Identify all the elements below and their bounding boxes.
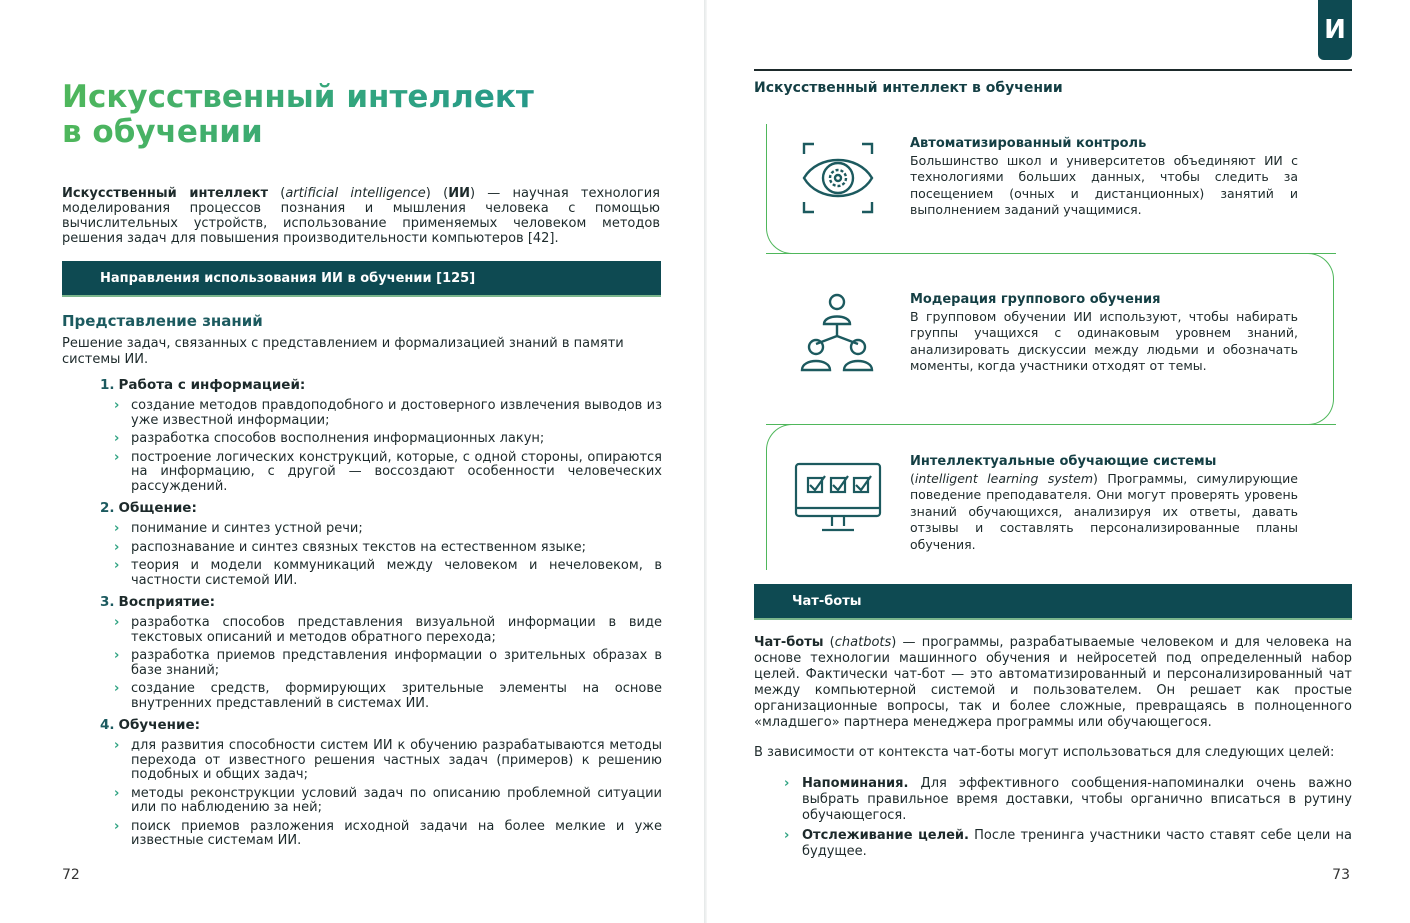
group-hierarchy-icon: [796, 292, 878, 374]
list-item-text: разработка способов представления визуальной информации в виде текстовых описаний и методов обратного перехода;: [131, 615, 662, 645]
outline-section-title: [100, 594, 662, 616]
list-item: [784, 828, 1352, 860]
intro-open-paren: (: [268, 186, 286, 201]
chevron-right-icon: ›: [114, 558, 120, 573]
chatbots-lead: В зависимости от контекста чат-боты могут использоваться для следующих целей:: [754, 745, 1335, 760]
outline-section-number: 2.: [100, 500, 115, 516]
chevron-right-icon: ›: [114, 431, 120, 446]
list-item: [100, 559, 662, 588]
card-group-moderation: [910, 292, 1298, 375]
intro-abbr: ИИ: [448, 186, 470, 201]
header-rule: [754, 69, 1352, 71]
chevron-right-icon: ›: [114, 738, 120, 753]
list-item-text: методы реконструкции условий задач по описанию проблемной ситуации или по наблюдению за ней;: [131, 785, 662, 815]
title-line-2: в обучении: [62, 114, 263, 150]
chevron-right-icon: ›: [114, 648, 120, 663]
chatbots-term-en: chatbots: [834, 635, 892, 650]
list-item-term: Напоминания.: [802, 776, 909, 791]
chatbots-intro: [754, 635, 1352, 731]
outline-section-number: 3.: [100, 594, 115, 610]
chevron-right-icon: ›: [114, 539, 120, 555]
running-head: Искусственный интеллект в обучении: [754, 80, 1063, 96]
page-title: [62, 80, 662, 150]
section-bar-title: Направления использования ИИ в обучении [125]: [100, 270, 476, 286]
list-item-text: разработка способов восполнения информационных лакун;: [131, 431, 545, 446]
intro-term: Искусственный интеллект: [62, 186, 269, 201]
outline-section-label: Обучение:: [118, 717, 200, 733]
list-item: [100, 649, 662, 678]
card-3-title: Интеллектуальные обучающие системы: [910, 454, 1217, 469]
numbered-outline: [100, 377, 662, 855]
outline-section-number: 1.: [100, 377, 115, 393]
outline-section-title: [100, 500, 662, 522]
card-2-title: Модерация группового обучения: [910, 292, 1161, 307]
list-item: [100, 541, 662, 556]
chevron-right-icon: ›: [114, 521, 120, 536]
chatbots-open-paren: (: [823, 635, 835, 650]
list-item-text: После тренинга участники часто ставят себе цели на будущее.: [802, 828, 1352, 859]
card-intelligent-systems: [910, 454, 1298, 553]
section-spacer: [100, 853, 662, 855]
lead-paragraph: Решение задач, связанных с представлением и формализацией знаний в памяти системы ИИ.: [62, 336, 624, 367]
list-item: [100, 682, 662, 711]
chapter-tab: И: [1318, 0, 1352, 60]
list-item-term: Отслеживание целей.: [802, 828, 969, 843]
card-2-text: В групповом обучении ИИ используют, чтобы набирать группы учащихся с одинаковым уровнем знаний, анализировать дискуссии между людьми и обозначать моменты, когда участники отходят от темы.: [910, 308, 1298, 373]
outline-section-label: Работа с информацией:: [118, 377, 306, 393]
intro-rest: ) — научная технология моделирования процессов познания и мышления человека с помощью вычислительных устройств, использование применяемых человеком методов решения задач для повышения производительности компьютеров [42].: [62, 186, 660, 246]
eye-scan-icon: [800, 140, 876, 216]
chatbots-intro-rest: ) — программы, разрабатываемые человеком и для человека на основе технологии машинного обучения и нейросетей под определенный набор целей. Фактически чат-бот — это автоматизированный и персонализированный чат между компьютерной системой и пользователем. Он решает как простые организационные вопросы, так и более сложные, превращаясь в полноценного «младшего» партнера менеджера программы или обучающегося.: [754, 635, 1352, 730]
chatbots-term: Чат-боты: [754, 635, 824, 650]
card-3-text-en: intelligent learning system: [914, 470, 1094, 486]
intro-paragraph: [62, 186, 660, 246]
monitor-checklist-icon: [792, 460, 884, 536]
list-item-text: создание методов правдоподобного и достоверного извлечения выводов из уже известной информации;: [131, 398, 662, 428]
chatbots-bar-title: Чат-боты: [792, 593, 862, 609]
list-item-text: для развития способности систем ИИ к обучению разрабатываются методы перехода от известного решения частных задач (примеров) к решению подобных и общих задач;: [131, 738, 662, 782]
right-page: [708, 0, 1410, 923]
list-item-text: теория и модели коммуникаций между человеком и нечеловеком, в частности системой ИИ.: [131, 558, 662, 588]
chevron-right-icon: ›: [114, 449, 120, 465]
list-item-text: поиск приемов разложения исходной задачи на более мелкие и уже известные системам ИИ.: [131, 818, 662, 848]
chevron-right-icon: ›: [114, 615, 120, 630]
page-number-left: 72: [62, 867, 80, 883]
subheading: Представление знаний: [62, 312, 263, 330]
list-item: [100, 820, 662, 849]
list-item: [100, 522, 662, 537]
list-item: [784, 776, 1352, 824]
card-1-title: Автоматизированный контроль: [910, 136, 1147, 151]
chevron-right-icon: ›: [114, 818, 120, 834]
outline-section-number: 4.: [100, 717, 115, 733]
outline-section-title: [100, 377, 662, 399]
chevron-right-icon: ›: [114, 398, 120, 413]
card-1-text: Большинство школ и университетов объединяют ИИ с технологиями больших данных, чтобы следить за посещением (очных и дистанционных) занятий и выполнением заданий учащимися.: [910, 152, 1298, 217]
list-item: [100, 739, 662, 783]
outline-section-label: Общение:: [118, 500, 197, 516]
chevron-right-icon: ›: [114, 681, 120, 696]
list-item-text: Для эффективного сообщения-напоминалки очень важно выбрать правильное время доставки, чтобы органично вписаться в рутину обучающегося.: [802, 776, 1352, 823]
page-number-right: 73: [1332, 867, 1350, 883]
list-item: [100, 451, 662, 495]
list-item: [100, 399, 662, 428]
list-item-text: создание средств, формирующих зрительные элементы на основе внутренних представлений в системах ИИ.: [131, 681, 662, 711]
list-item-text: построение логических конструкций, которые, с одной стороны, опираются на информацию, с другой — воссоздают особенности человеческих рассуждений.: [131, 449, 662, 494]
chevron-right-icon: ›: [784, 776, 790, 791]
card-3-text: ) Программы, симулирующие поведение преподавателя. Они могут проверять уровень знаний обучающихся, анализируя их ответы, давать отзывы и составлять персонализированные планы обучения.: [910, 470, 1298, 552]
outline-section-label: Восприятие:: [118, 594, 216, 610]
chevron-right-icon: ›: [114, 785, 120, 801]
card-automated-control: [910, 136, 1298, 219]
chatbots-list: [784, 776, 1352, 864]
section-bar: [62, 261, 661, 297]
list-item-text: понимание и синтез устной речи;: [131, 521, 363, 536]
list-item-text: распознавание и синтез связных текстов на естественном языке;: [131, 539, 587, 555]
list-item: [100, 616, 662, 645]
intro-term-en: artificial intelligence: [285, 186, 426, 201]
card-3-text-wrap: (intelligent learning system) Программы, симулирующие поведение преподавателя. Они могут проверять уровень знаний обучающихся, анализируя их ответы, давать отзывы и составлять персонализированные планы обучения.: [910, 470, 1298, 552]
intro-mid: ) (: [425, 186, 449, 201]
chatbots-bar: [754, 584, 1352, 620]
title-line-1: Искусственный интеллект: [62, 79, 534, 115]
list-item-text: разработка приемов представления информации о зрительных образах в базе знаний;: [131, 648, 662, 678]
list-item: [100, 787, 662, 816]
list-item: [100, 432, 662, 447]
outline-section-title: [100, 717, 662, 739]
chevron-right-icon: ›: [784, 828, 790, 843]
